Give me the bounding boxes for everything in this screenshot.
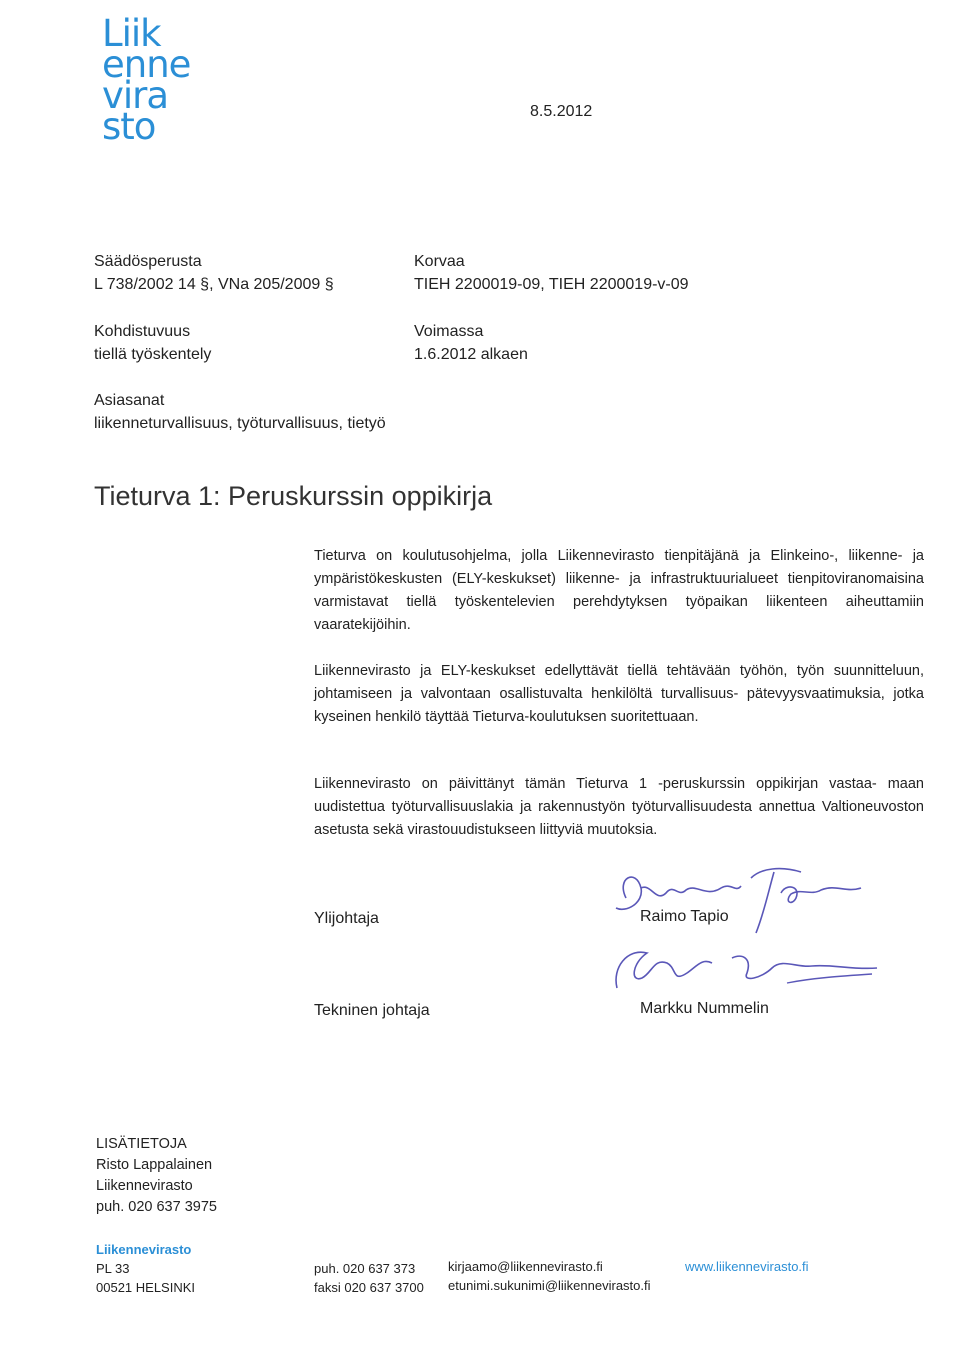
signatory-name: Markku Nummelin (640, 1000, 769, 1017)
logo-line: Liik (102, 12, 161, 55)
paragraph-intro: Tieturva on koulutusohjelma, jolla Liikennevirasto tienpitäjänä ja Elinkeino-, liikenne- ja ympäristökeskusten (ELY-keskukset) liikenne- ja infrastruktuurialueet tienpitoviranomaisina varmistavat tiellä työskentelevien perehdytyksen työpaikan liikenteen aiheuttamiin vaaratekijöihin. (314, 548, 924, 633)
saados-label: Säädösperusta (94, 253, 202, 270)
voimassa-value: 1.6.2012 alkaen (414, 346, 528, 363)
footer-fax: faksi 020 637 3700 (314, 1280, 424, 1295)
paragraph-requirements: Liikennevirasto ja ELY-keskukset edellyttävät tiellä tehtävään työhön, työn suunnitteluun, johtamiseen ja valvontaan osallistuvalta henkilöltä turvallisuus- pätevyysvaatimuksia, jotka kyseinen henkilö täyttää Tieturva-koulutuksen suoritettuaan. (314, 663, 924, 725)
saados-block (94, 250, 334, 296)
footer-email-personal[interactable]: etunimi.sukunimi@liikennevirasto.fi (448, 1278, 651, 1293)
asiasanat-value: liikenneturvallisuus, työturvallisuus, tietyö (94, 415, 386, 432)
footer-emails (448, 1257, 651, 1295)
kohdistuvuus-block (94, 320, 211, 366)
footer-address (96, 1240, 195, 1297)
signatory-name: Raimo Tapio (640, 908, 729, 925)
korvaa-label: Korvaa (414, 253, 465, 270)
footer-org: Liikennevirasto (96, 1242, 192, 1257)
logo-line: enne (102, 43, 191, 86)
info-org: Liikennevirasto (96, 1178, 193, 1194)
logo (102, 12, 191, 148)
logo-line: sto (102, 105, 156, 148)
kohdistuvuus-label: Kohdistuvuus (94, 323, 191, 340)
paragraph-update: Liikennevirasto on päivittänyt tämän Tieturva 1 -peruskurssin oppikirjan vastaa- maan uudistettua työturvallisuuslakia ja rakennustyön työturvallisuudesta annettua Valtioneuvoston asetusta sekä virastouudistukseen liittyviä muutoksia. (314, 776, 924, 838)
kohdistuvuus-value: tiellä työskentely (94, 346, 212, 363)
document-date: 8.5.2012 (530, 103, 593, 120)
asiasanat-block (94, 389, 386, 435)
korvaa-value: TIEH 2200019-09, TIEH 2200019-v-09 (414, 276, 689, 293)
footer-postal: 00521 HELSINKI (96, 1280, 196, 1295)
signatory-role: Ylijohtaja (314, 910, 379, 927)
footer-box: PL 33 (96, 1261, 130, 1276)
logo-line: vira (102, 74, 169, 117)
footer-email-registry[interactable]: kirjaamo@liikennevirasto.fi (448, 1259, 603, 1274)
signature-raimo-tapio-image (596, 858, 866, 940)
info-phone: puh. 020 637 3975 (96, 1199, 217, 1215)
info-heading: LISÄTIETOJA (96, 1136, 187, 1152)
korvaa-block (414, 250, 689, 296)
footer-phone: puh. 020 637 373 (314, 1261, 416, 1276)
contact-info (96, 1134, 217, 1218)
footer-phones (314, 1259, 424, 1297)
saados-value: L 738/2002 14 §, VNa 205/2009 § (94, 276, 334, 293)
info-name: Risto Lappalainen (96, 1157, 213, 1173)
signature-markku-nummelin-image (592, 938, 882, 998)
voimassa-label: Voimassa (414, 323, 484, 340)
document-title: Tieturva 1: Peruskurssin oppikirja (94, 481, 493, 511)
voimassa-block (414, 320, 528, 366)
footer-website-link[interactable]: www.liikennevirasto.fi (685, 1259, 809, 1274)
asiasanat-label: Asiasanat (94, 392, 165, 409)
signatory-role: Tekninen johtaja (314, 1002, 430, 1019)
